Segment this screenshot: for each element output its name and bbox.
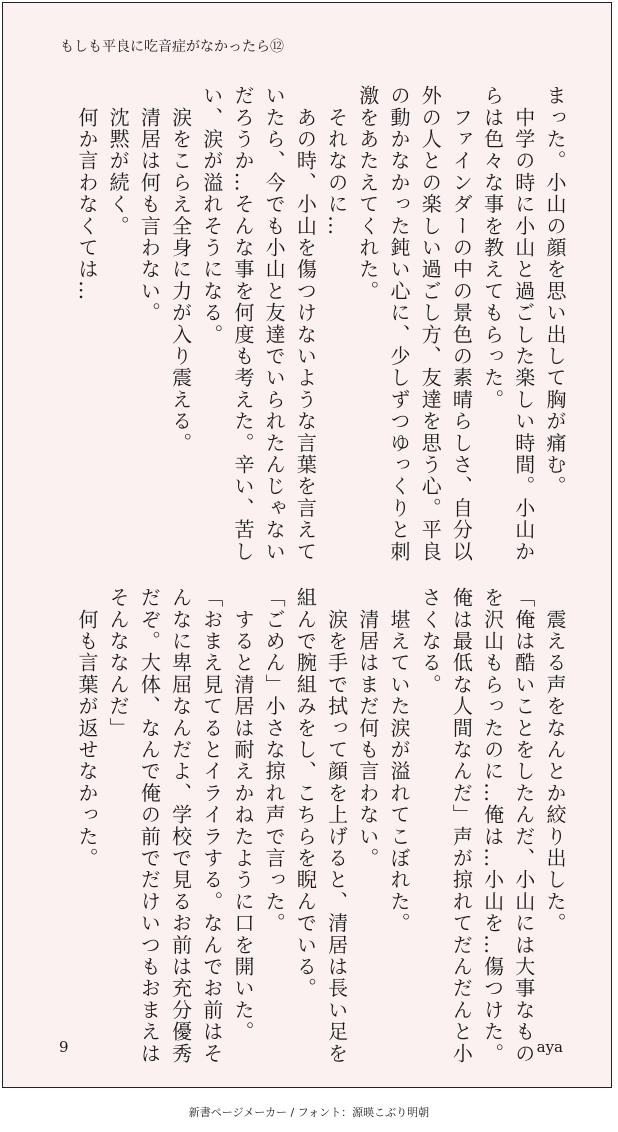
text-line: それなのに… [324,85,349,237]
text-line: ファインダーの中の景色の素晴らしさ、自分以 [449,85,474,563]
text-line: そんななんだ」 [106,587,131,739]
text-line: 何か言わなくては… [74,85,99,302]
text-line: 組んで腕組みをし、こちらを睨んでいる。 [293,587,318,1000]
text-line: 「俺は酷いことをしたんだ、小山には大事なもの [511,587,536,1065]
text-line: 中学の時に小山と過ごした楽しい時間。小山か [511,85,536,563]
text-block-top [71,85,570,563]
text-line: 沈黙が続く。 [106,85,131,237]
text-line: 震える声をなんとか絞り出した。 [543,587,567,935]
text-line: 外の人との楽しい過ごし方、友達を思う心。平良 [418,85,443,563]
text-line: まった。小山の顔を思い出して胸が痛む。 [543,85,567,498]
book-page [2,2,612,1088]
text-line: い、涙が溢れそうになる。 [199,85,224,346]
text-line: 何も言葉が返せなかった。 [74,587,99,870]
text-line: らは色々な事を教えてもらった。 [480,85,505,411]
text-line: 俺は最低な人間なんだ」声が掠れてだんだんと小 [449,587,474,1065]
footer-credit: 新書ページメーカー / フォント：源暎こぶり明朝 [188,1106,430,1119]
text-line: 涙を手で拭って顔を上げると、清居は長い足を [324,587,349,1065]
text-line: いたら、今でも小山と友達でいられたんじゃない [262,85,287,563]
text-line: すると清居は耐えかねたように口を開いた。 [230,587,255,1043]
text-line: の動かなかった鈍い心に、少しずつゆっくりと刺 [386,85,411,563]
text-line: を沢山もらったのに…俺は…小山を…傷つけた。 [480,587,505,1065]
text-line: 堪えていた涙が溢れてこぼれた。 [386,587,411,935]
text-line: あの時、小山を傷つけないような言葉を言えて [293,85,318,563]
text-line: 涙をこらえ全身に力が入り震える。 [168,85,193,454]
text-line: だぞ。大体、なんで俺の前でだけいつもおまえは [137,587,162,1065]
text-line: 激をあたえてくれた。 [355,85,380,302]
page-number: 9 [59,1038,69,1056]
text-line: 清居は何も言わない。 [137,85,162,324]
text-line: 「おまえ見てるとイライラする。なんでお前はそ [199,587,224,1065]
page-header-title: もしも平良に吃音症がなかったら⑫ [60,39,284,55]
text-line: だろうか…そんな事を何度も考えた。辛い、苦し [230,85,255,563]
text-line: 「ごめん」小さな掠れ声で言った。 [262,587,287,935]
author-name: aya [536,1038,563,1056]
text-line: んなに卑屈なんだよ、学校で見るお前は充分優秀 [168,587,193,1065]
text-line: さくなる。 [418,587,443,696]
text-line: 清居はまだ何も言わない。 [355,587,380,870]
